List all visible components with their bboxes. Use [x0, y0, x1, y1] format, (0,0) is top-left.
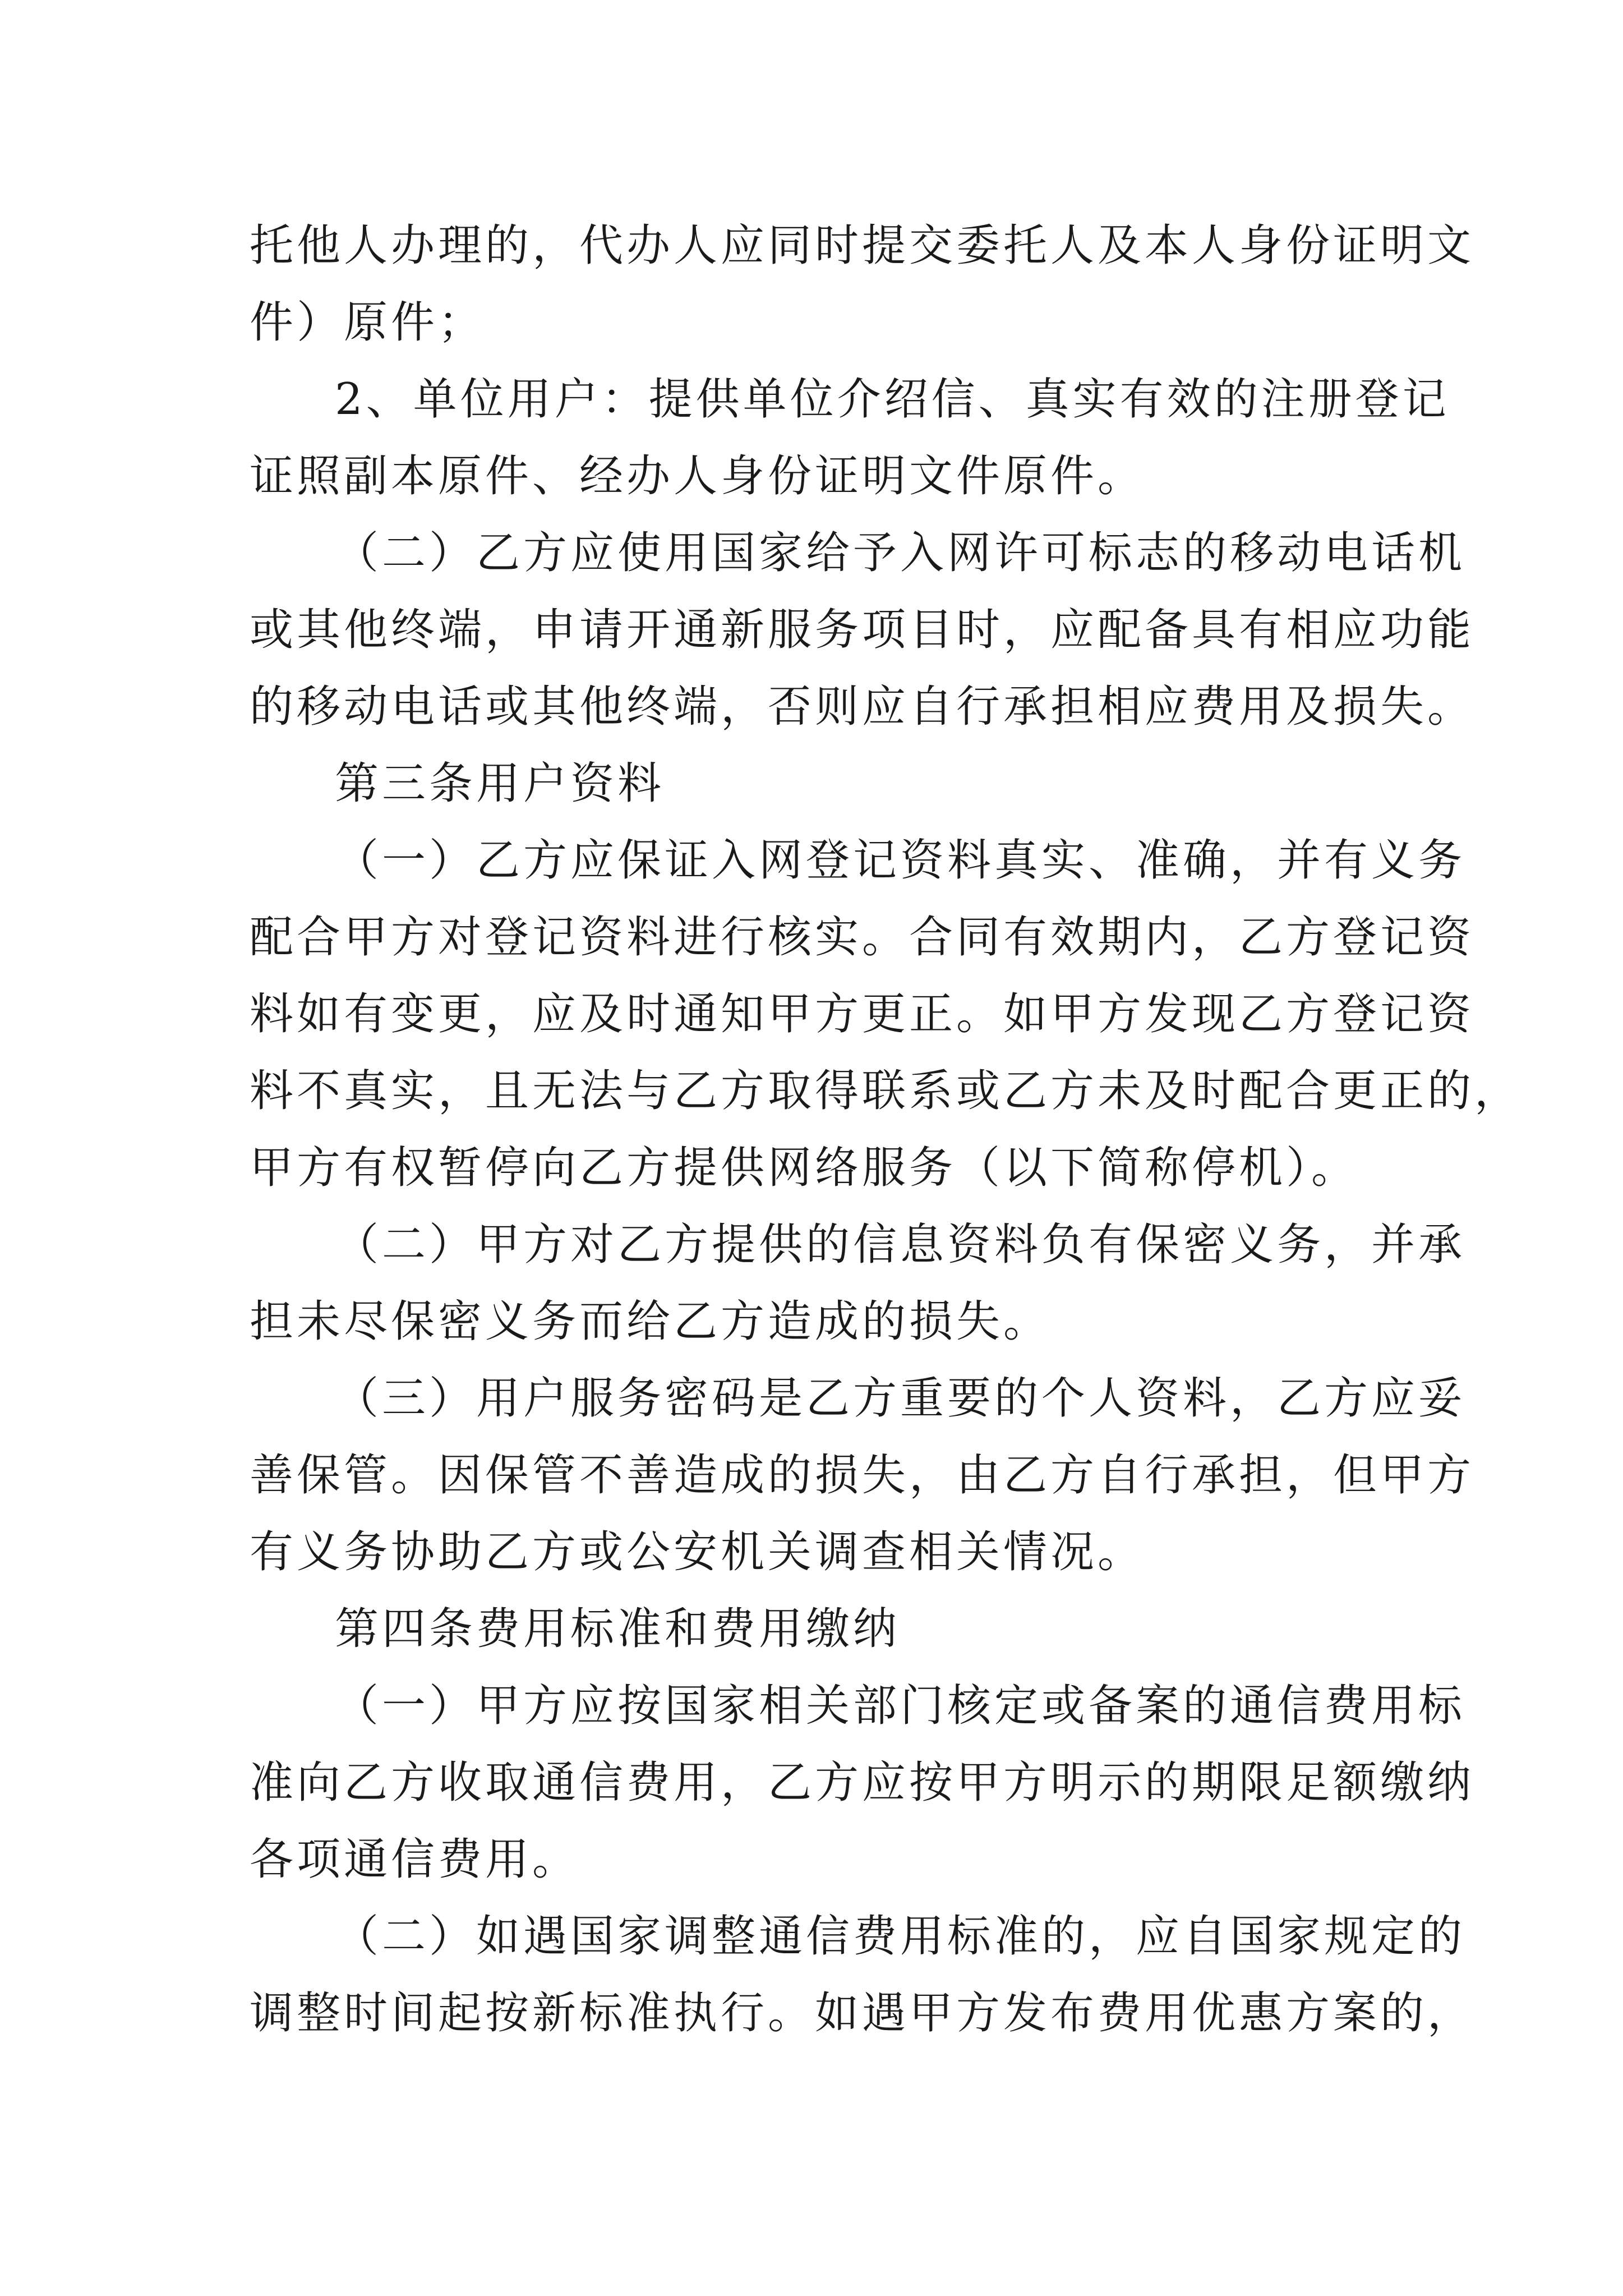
text-line: 配合甲方对登记资料进行核实。合同有效期内，乙方登记资 [250, 912, 1475, 963]
text-line: （三）用户服务密码是乙方重要的个人资料，乙方应妥 [335, 1373, 1466, 1424]
text-line: 各项通信费用。 [250, 1834, 580, 1885]
text-line: （二）乙方应使用国家给予入网许可标志的移动电话机 [335, 528, 1466, 578]
section-heading: 第四条费用标准和费用缴纳 [335, 1604, 901, 1654]
document-body [250, 208, 1522, 2052]
text-line: 有义务协助乙方或公安机关调查相关情况。 [250, 1527, 1145, 1577]
text-line: 调整时间起按新标准执行。如遇甲方发布费用优惠方案的， [250, 1988, 1475, 2039]
text-line: 或其他终端，申请开通新服务项目时，应配备具有相应功能 [250, 605, 1475, 655]
text-line: 善保管。因保管不善造成的损失，由乙方自行承担，但甲方 [250, 1450, 1475, 1501]
text-line: 料不真实，且无法与乙方取得联系或乙方未及时配合更正的， [250, 1066, 1522, 1116]
text-line: 料如有变更，应及时通知甲方更正。如甲方发现乙方登记资 [250, 989, 1475, 1039]
text-line: （二）甲方对乙方提供的信息资料负有保密义务，并承 [335, 1220, 1466, 1270]
text-line: 证照副本原件、经办人身份证明文件原件。 [250, 451, 1145, 501]
text-line: （一）甲方应按国家相关部门核定或备案的通信费用标 [335, 1681, 1466, 1731]
section-heading: 第三条用户资料 [335, 758, 665, 809]
text-line: 的移动电话或其他终端，否则应自行承担相应费用及损失。 [250, 682, 1475, 732]
text-line: 件）原件； [250, 297, 486, 348]
text-line: 托他人办理的，代办人应同时提交委托人及本人身份证明文 [250, 220, 1475, 271]
text-line: 担未尽保密义务而给乙方造成的损失。 [250, 1296, 1051, 1347]
text-line: 准向乙方收取通信费用，乙方应按甲方明示的期限足额缴纳 [250, 1757, 1475, 1808]
text-line: （一）乙方应保证入网登记资料真实、准确，并有义务 [335, 835, 1466, 886]
text-line: 甲方有权暂停向乙方提供网络服务（以下简称停机）。 [250, 1143, 1359, 1193]
text-line: （二）如遇国家调整通信费用标准的，应自国家规定的 [335, 1911, 1466, 1962]
text-line: 2、单位用户：提供单位介绍信、真实有效的注册登记 [335, 374, 1450, 425]
